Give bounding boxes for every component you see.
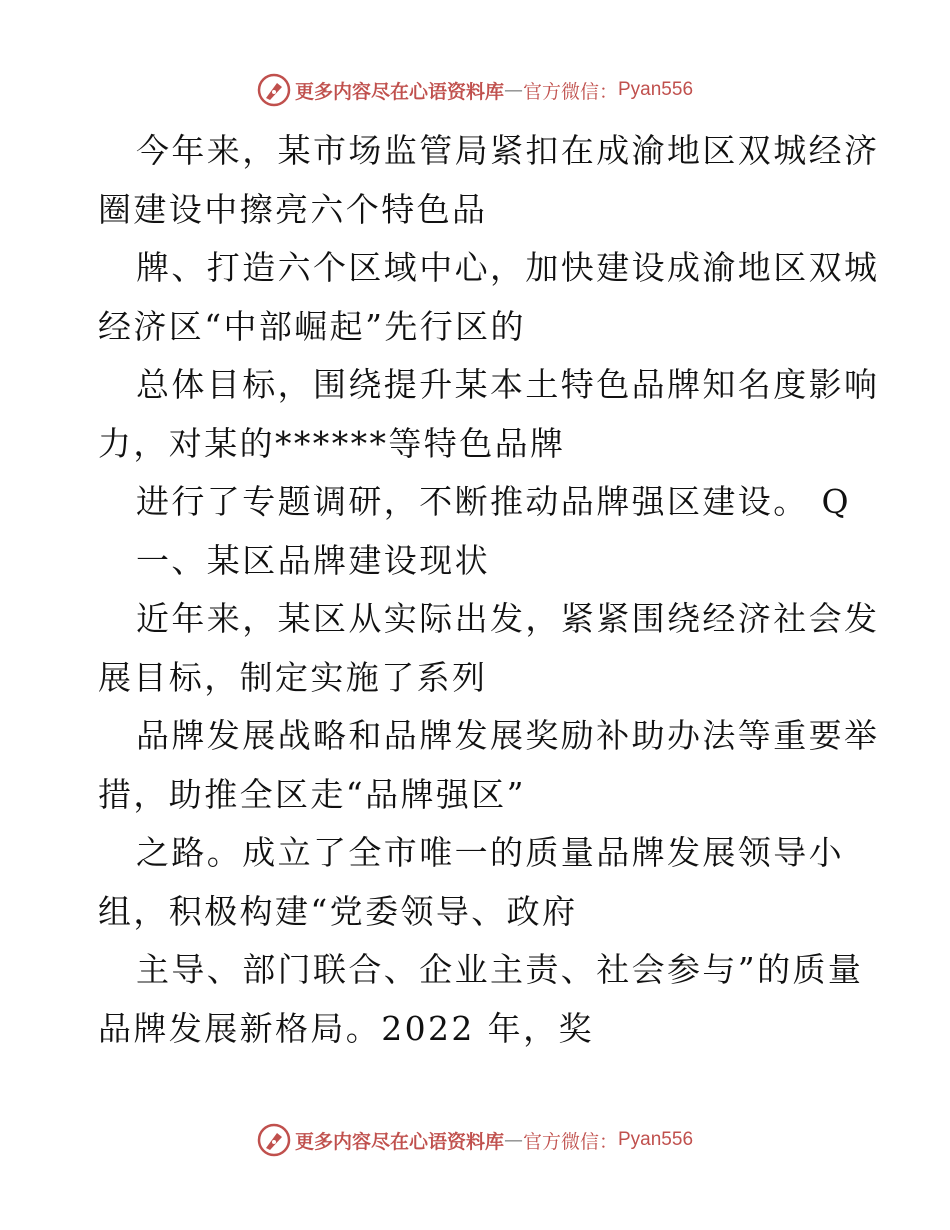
banner-wechat-id: Pyan556 bbox=[618, 1129, 694, 1150]
text-line: 力，对某的******等特色品牌 bbox=[98, 423, 566, 463]
pen-nib-logo-icon bbox=[257, 73, 291, 107]
text-line: 牌、打造六个区域中心，加快建设成渝地区双城 bbox=[136, 248, 880, 287]
text-line: 之路。成立了全市唯一的质量品牌发展领导小 bbox=[136, 833, 844, 872]
text-line: 展目标，制定实施了系列 bbox=[98, 657, 488, 697]
text-line: 品牌发展新格局。2022 年，奖 bbox=[98, 1008, 594, 1048]
banner-main-text: 更多内容尽在心语资料库 bbox=[294, 1130, 504, 1153]
text-line: 今年来，某市场监管局紧扣在成渝地区双城经济 bbox=[136, 131, 880, 170]
text-line: 经济区“中部崛起”先行区的 bbox=[98, 306, 526, 346]
banner-wechat-label: 官方微信： bbox=[522, 1130, 618, 1153]
text-line: 近年来，某区从实际出发，紧紧围绕经济社会发 bbox=[136, 599, 880, 638]
text-line: 总体目标，围绕提升某本土特色品牌知名度影响 bbox=[136, 365, 880, 404]
text-line: 主导、部门联合、企业主责、社会参与”的质量 bbox=[136, 950, 864, 989]
text-line: 圈建设中擦亮六个特色品 bbox=[98, 189, 488, 229]
text-line: 措，助推全区走“品牌强区” bbox=[98, 774, 526, 814]
document-body bbox=[98, 122, 880, 1058]
header-banner bbox=[0, 70, 950, 110]
pen-nib-logo-icon bbox=[257, 1123, 291, 1157]
banner-separator: — bbox=[503, 79, 523, 101]
banner-main-text: 更多内容尽在心语资料库 bbox=[294, 80, 504, 103]
text-line: 品牌发展战略和品牌发展奖励补助办法等重要举 bbox=[136, 716, 880, 755]
footer-banner bbox=[0, 1120, 950, 1160]
banner-wechat-id: Pyan556 bbox=[618, 79, 694, 100]
text-line: 组，积极构建“党委领导、政府 bbox=[98, 891, 578, 931]
text-line: 进行了专题调研，不断推动品牌强区建设。 Q bbox=[136, 482, 851, 521]
section-heading: 一、某区品牌建设现状 bbox=[136, 540, 490, 580]
banner-wechat-label: 官方微信： bbox=[522, 80, 618, 103]
banner-separator: — bbox=[503, 1129, 523, 1151]
